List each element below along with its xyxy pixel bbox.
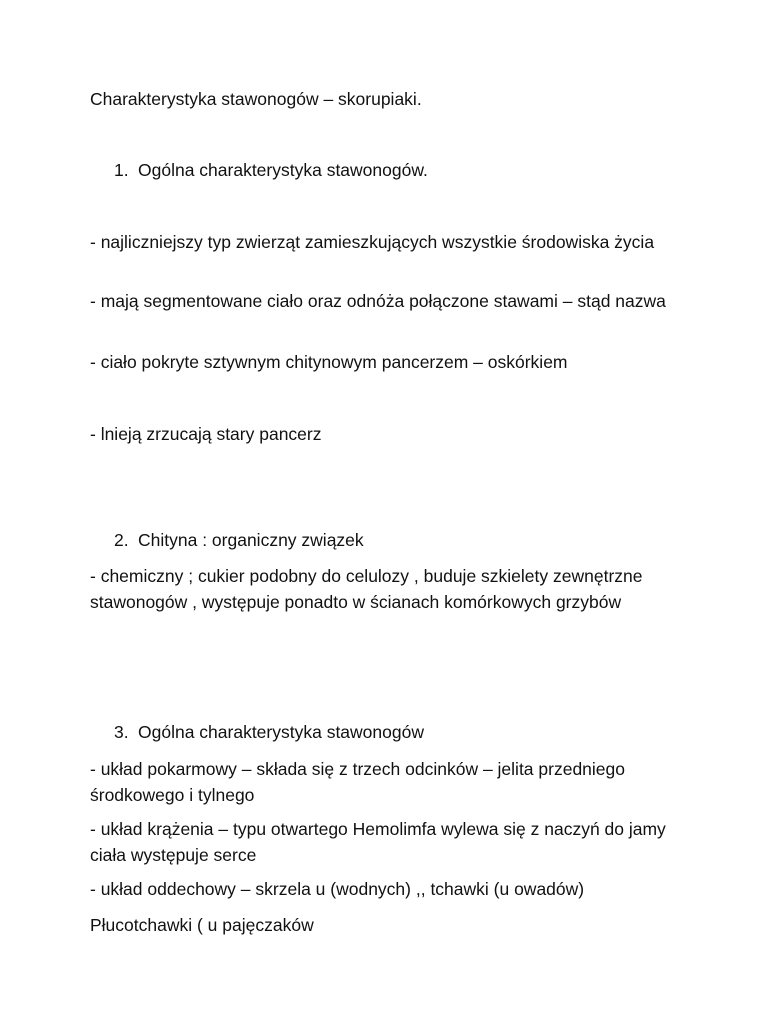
list-item: - ciało pokryte sztywnym chitynowym pancerzem – oskórkiem bbox=[90, 352, 568, 372]
section-heading-text: Ogólna charakterystyka stawonogów. bbox=[138, 160, 428, 180]
section-heading-2 bbox=[114, 527, 674, 553]
list-item: - lnieją zrzucają stary pancerz bbox=[90, 424, 322, 444]
section-heading-text: Chityna : organiczny związek bbox=[138, 530, 364, 550]
section-heading-text: Ogólna charakterystyka stawonogów bbox=[138, 722, 424, 742]
list-item: - najliczniejszy typ zwierząt zamieszkujących wszystkie środowiska życia bbox=[90, 232, 655, 252]
section-number: 3. bbox=[114, 722, 129, 742]
list-item: - układ oddechowy – skrzela u (wodnych) ,, tchawki (u owadów) bbox=[90, 879, 585, 899]
list-item: - mają segmentowane ciało oraz odnóża połączone stawami – stąd nazwa bbox=[90, 291, 666, 311]
list-item: - układ pokarmowy – składa się z trzech odcinków – jelita przedniego środkowego i tylnego bbox=[90, 759, 625, 805]
list-item: - układ krążenia – typu otwartego Hemolimfa wylewa się z naczyń do jamy ciała występuje serce bbox=[90, 819, 666, 865]
section-number: 2. bbox=[114, 530, 129, 550]
section-number: 1. bbox=[114, 160, 129, 180]
section-heading-1 bbox=[114, 157, 674, 183]
list-item: Płucotchawki ( u pajęczaków bbox=[90, 915, 314, 935]
list-item: - chemiczny ; cukier podobny do celulozy , buduje szkielety zewnętrzne stawonogów , występuje ponadto w ścianach komórkowych grzybów bbox=[90, 566, 643, 612]
section-heading-3 bbox=[114, 719, 674, 745]
document-title: Charakterystyka stawonogów – skorupiaki. bbox=[90, 89, 422, 109]
